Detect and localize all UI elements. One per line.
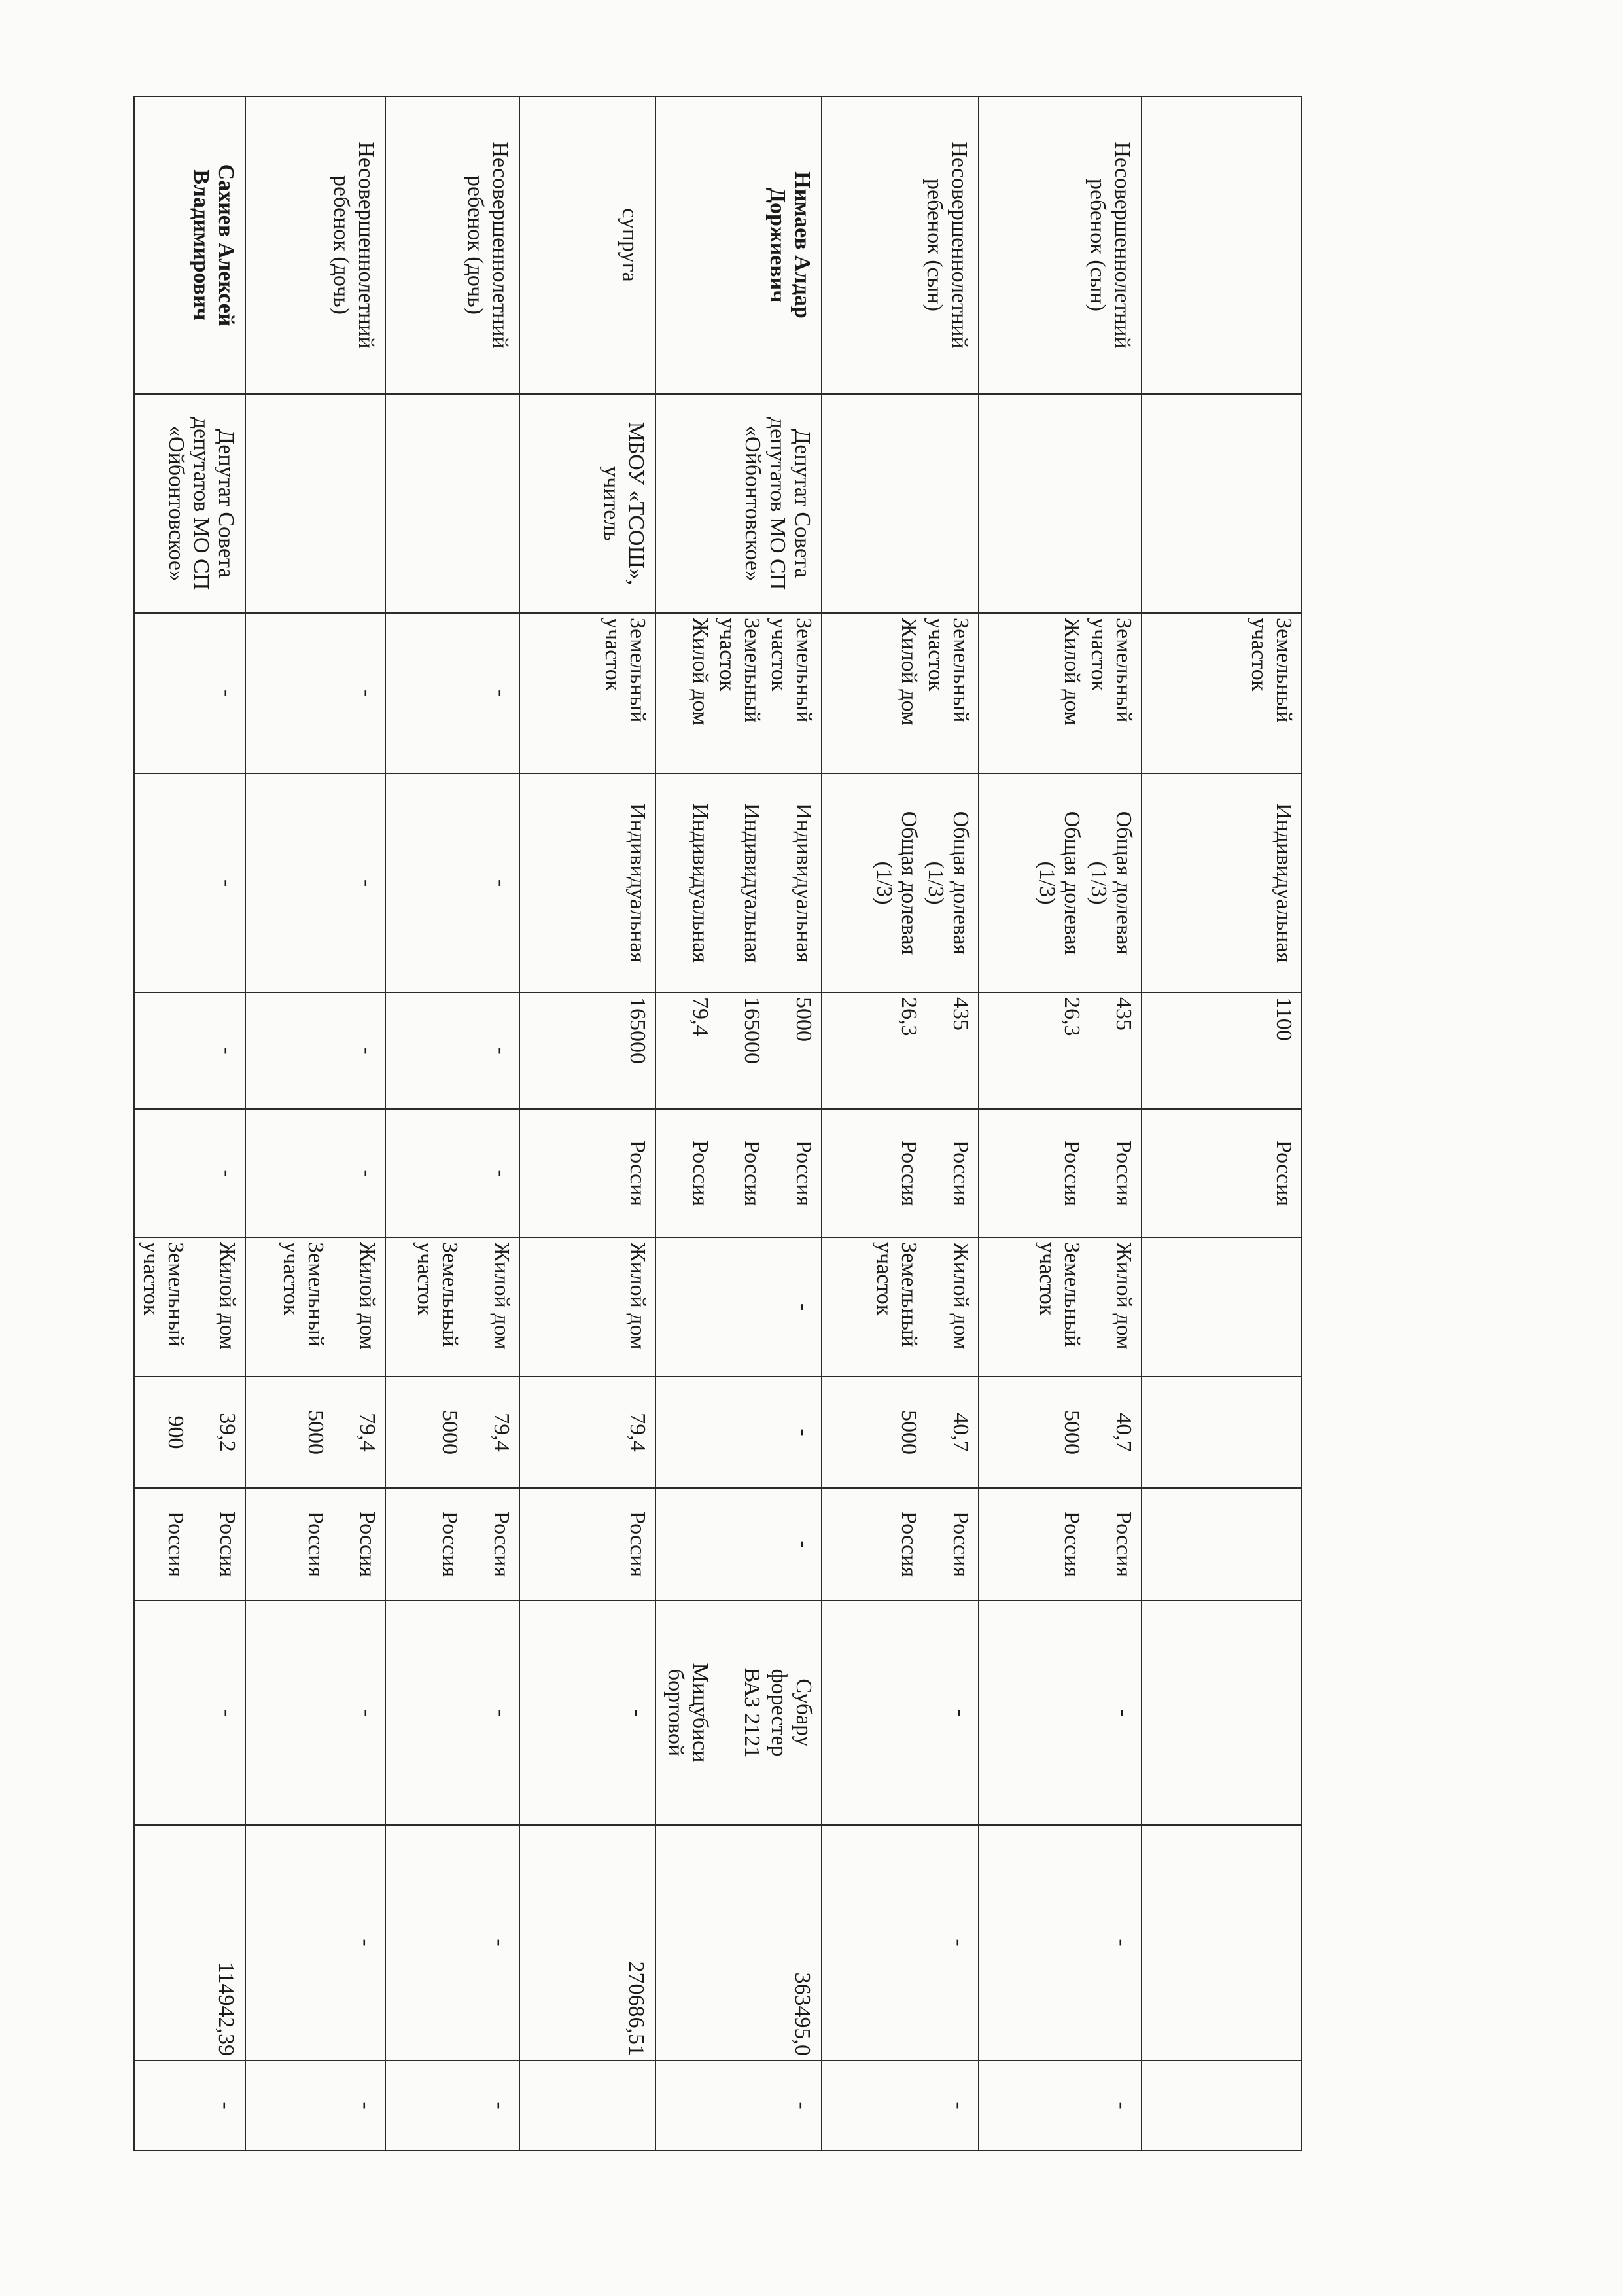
person-name: Нимаев Алдар Доржиевич xyxy=(765,171,814,319)
person-name: Несовершеннолетний ребенок (сын) xyxy=(922,141,971,349)
used-country: Россия xyxy=(625,1511,650,1577)
owned-country: - xyxy=(355,1169,379,1177)
person-name: Несовершеннолетний ребенок (дочь) xyxy=(462,141,512,349)
owned-area-cell xyxy=(822,993,979,1109)
used-country: Россия xyxy=(1060,1511,1084,1577)
income-cell xyxy=(519,1825,655,2060)
used-area-cell xyxy=(245,1377,385,1488)
position-text: Депутат Совета депутатов МО СП «Ойбонтовское» xyxy=(164,417,238,590)
used-object-type: Жилой дом xyxy=(949,1242,973,1350)
income-value: - xyxy=(1110,1939,1134,1947)
owned-country: Россия xyxy=(792,1140,816,1206)
table-row xyxy=(1142,96,1302,2151)
used-area: 40,7 xyxy=(949,1413,973,1452)
owned-ownership-kind-cell xyxy=(822,773,979,993)
used-area-cell xyxy=(822,1377,979,1488)
person-name: Сахиев Алексей Владимирович xyxy=(188,164,238,327)
owned-area: 26,3 xyxy=(1060,997,1084,1036)
owned-country: Россия xyxy=(1272,1140,1296,1206)
person-name-cell xyxy=(134,96,245,394)
owned-ownership-kind: Общая долевая (1/3) xyxy=(871,811,921,955)
person-name xyxy=(1288,97,1301,393)
owned-object-type: Земельный участок xyxy=(714,618,764,723)
table-row xyxy=(245,96,385,2151)
owned-country-cell xyxy=(245,1109,385,1237)
vehicle: Субару форестер xyxy=(766,1669,816,1757)
deals-value xyxy=(1288,2061,1301,2150)
owned-ownership-kind: Индивидуальная xyxy=(1272,803,1296,963)
person-name: супруга xyxy=(618,208,642,282)
owned-object-type-cell xyxy=(519,613,655,773)
used-area-cell xyxy=(655,1377,822,1488)
owned-object-type-cell xyxy=(385,613,519,773)
owned-country: Россия xyxy=(949,1140,973,1206)
owned-object-type: Земельный участок xyxy=(1246,618,1296,723)
owned-area-cell xyxy=(1142,993,1302,1109)
used-country: Россия xyxy=(1111,1511,1136,1577)
owned-object-type-cell xyxy=(822,613,979,773)
income-value: - xyxy=(488,1939,512,1947)
deals-cell xyxy=(519,2060,655,2151)
used-object-type: Земельный участок xyxy=(278,1242,328,1347)
owned-area-cell xyxy=(134,993,245,1109)
owned-ownership-kind-cell xyxy=(385,773,519,993)
position-text: МБОУ «ТСОШ», учитель xyxy=(599,421,648,586)
person-name-cell xyxy=(519,96,655,394)
deals-value: - xyxy=(790,2102,814,2110)
person-name-cell xyxy=(655,96,822,394)
owned-ownership-kind: Общая долевая (1/3) xyxy=(1034,811,1084,955)
income-value: - xyxy=(354,1939,378,1947)
owned-area: - xyxy=(355,1047,379,1055)
owned-area-cell xyxy=(245,993,385,1109)
used-object-type-cell xyxy=(134,1237,245,1377)
owned-ownership-kind-cell xyxy=(134,773,245,993)
owned-ownership-kind: Индивидуальная xyxy=(625,803,650,963)
used-country-cell xyxy=(134,1488,245,1600)
deals-value: - xyxy=(1110,2102,1134,2110)
owned-object-type: - xyxy=(489,689,514,698)
used-object-type: Земельный участок xyxy=(412,1242,462,1347)
income-value: - xyxy=(947,1939,971,1947)
income-value: 114942,39 xyxy=(214,1962,238,2056)
used-area: 40,7 xyxy=(1111,1413,1136,1452)
income-cell xyxy=(1142,1825,1302,2060)
used-object-type-cell xyxy=(979,1237,1142,1377)
used-country: Россия xyxy=(215,1511,239,1577)
owned-object-type: Земельный участок xyxy=(923,618,973,723)
owned-area: 26,3 xyxy=(897,997,921,1036)
person-name-cell xyxy=(822,96,979,394)
owned-country-cell xyxy=(822,1109,979,1237)
position-cell xyxy=(245,394,385,613)
used-area: - xyxy=(792,1428,816,1436)
used-object-type: Жилой дом xyxy=(215,1242,239,1350)
owned-object-type-cell xyxy=(1142,613,1302,773)
owned-area-cell xyxy=(519,993,655,1109)
used-area-cell xyxy=(519,1377,655,1488)
income-cell xyxy=(385,1825,519,2060)
used-object-type: Жилой дом xyxy=(625,1242,650,1350)
vehicle: - xyxy=(489,1708,514,1717)
owned-object-type: Земельный участок xyxy=(600,618,650,723)
deals-cell xyxy=(245,2060,385,2151)
person-name-cell xyxy=(979,96,1142,394)
vehicles-cell xyxy=(979,1600,1142,1825)
income-cell xyxy=(134,1825,245,2060)
deals-value: - xyxy=(947,2102,971,2110)
owned-ownership-kind-cell xyxy=(979,773,1142,993)
owned-ownership-kind: Общая долевая (1/3) xyxy=(923,811,973,955)
owned-ownership-kind-cell xyxy=(245,773,385,993)
used-object-type-cell xyxy=(822,1237,979,1377)
vehicles-cell xyxy=(655,1600,822,1825)
used-country: Россия xyxy=(304,1511,328,1577)
deals-cell xyxy=(979,2060,1142,2151)
owned-ownership-kind: Общая долевая (1/3) xyxy=(1086,811,1136,955)
used-country: Россия xyxy=(489,1511,514,1577)
owned-object-type: Жилой дом xyxy=(897,618,921,726)
person-name-cell xyxy=(385,96,519,394)
position-text xyxy=(1288,395,1301,612)
table-row xyxy=(134,96,245,2151)
used-country: Россия xyxy=(897,1511,921,1577)
deals-cell xyxy=(655,2060,822,2151)
used-country: Россия xyxy=(949,1511,973,1577)
deals-cell xyxy=(1142,2060,1302,2151)
owned-object-type: Жилой дом xyxy=(688,618,712,726)
owned-country-cell xyxy=(655,1109,822,1237)
declaration-table xyxy=(133,96,1302,2151)
owned-country-cell xyxy=(979,1109,1142,1237)
owned-ownership-kind: - xyxy=(489,879,514,887)
used-country-cell xyxy=(519,1488,655,1600)
used-country: - xyxy=(792,1540,816,1548)
used-area-cell xyxy=(979,1377,1142,1488)
income-cell xyxy=(979,1825,1142,2060)
used-object-type: Жилой дом xyxy=(489,1242,514,1350)
owned-area: 435 xyxy=(949,997,973,1031)
owned-object-type: - xyxy=(215,689,239,698)
owned-country: Россия xyxy=(740,1140,764,1206)
used-object-type: Жилой дом xyxy=(1111,1242,1136,1350)
position-cell xyxy=(1142,394,1302,613)
owned-object-type: Жилой дом xyxy=(1060,618,1084,726)
owned-country-cell xyxy=(519,1109,655,1237)
used-object-type: Жилой дом xyxy=(355,1242,379,1350)
used-area-cell xyxy=(1142,1377,1302,1488)
income-value xyxy=(1288,1826,1301,2060)
vehicles-cell xyxy=(519,1600,655,1825)
person-name-cell xyxy=(1142,96,1302,394)
position-cell xyxy=(979,394,1142,613)
owned-area-cell xyxy=(385,993,519,1109)
vehicles-cell xyxy=(822,1600,979,1825)
used-object-type-cell xyxy=(1142,1237,1302,1377)
owned-country-cell xyxy=(385,1109,519,1237)
vehicles-cell xyxy=(385,1600,519,1825)
used-country-cell xyxy=(245,1488,385,1600)
deals-value: - xyxy=(214,2102,238,2110)
used-area: 900 xyxy=(164,1415,188,1449)
used-country: Россия xyxy=(164,1511,188,1577)
owned-object-type: Земельный участок xyxy=(1086,618,1136,723)
used-area: 79,4 xyxy=(355,1413,379,1452)
used-country: Россия xyxy=(355,1511,379,1577)
used-area-cell xyxy=(385,1377,519,1488)
owned-ownership-kind: - xyxy=(215,879,239,887)
vehicle: - xyxy=(625,1708,650,1717)
owned-object-type-cell xyxy=(134,613,245,773)
income-cell xyxy=(655,1825,822,2060)
table-row xyxy=(385,96,519,2151)
owned-country: Россия xyxy=(1060,1140,1084,1206)
deals-value: - xyxy=(354,2102,378,2110)
owned-area: 165000 xyxy=(740,997,764,1064)
owned-object-type-cell xyxy=(245,613,385,773)
vehicles-cell xyxy=(245,1600,385,1825)
vehicle: - xyxy=(949,1708,973,1717)
used-object-type-cell xyxy=(245,1237,385,1377)
table-row xyxy=(655,96,822,2151)
position-cell xyxy=(385,394,519,613)
used-area: 79,4 xyxy=(625,1413,650,1452)
owned-area: - xyxy=(489,1047,514,1055)
owned-object-type-cell xyxy=(979,613,1142,773)
owned-object-type-cell xyxy=(655,613,822,773)
deals-cell xyxy=(385,2060,519,2151)
used-object-type-cell xyxy=(385,1237,519,1377)
used-object-type-cell xyxy=(519,1237,655,1377)
owned-area: - xyxy=(215,1047,239,1055)
owned-ownership-kind: - xyxy=(355,879,379,887)
person-name: Несовершеннолетний ребенок (дочь) xyxy=(328,141,378,349)
owned-object-type: Земельный участок xyxy=(766,618,816,723)
owned-area: 1100 xyxy=(1272,997,1296,1041)
owned-area-cell xyxy=(655,993,822,1109)
deals-cell xyxy=(822,2060,979,2151)
owned-area: 5000 xyxy=(792,997,816,1042)
owned-country: Россия xyxy=(1111,1140,1136,1206)
vehicle: Мицубиси бортовой xyxy=(663,1663,712,1763)
deals-value: - xyxy=(488,2102,512,2110)
vehicles-cell xyxy=(1142,1600,1302,1825)
position-cell xyxy=(134,394,245,613)
used-area: 39,2 xyxy=(215,1413,239,1452)
position-cell xyxy=(519,394,655,613)
person-name-cell xyxy=(245,96,385,394)
owned-country: Россия xyxy=(897,1140,921,1206)
income-value: 270686,51 xyxy=(624,1961,648,2056)
owned-country: - xyxy=(215,1169,239,1177)
used-country: Россия xyxy=(438,1511,462,1577)
used-object-type-cell xyxy=(655,1237,822,1377)
owned-country: Россия xyxy=(688,1140,712,1206)
owned-area: 435 xyxy=(1111,997,1136,1031)
used-area-cell xyxy=(134,1377,245,1488)
vehicles-cell xyxy=(134,1600,245,1825)
income-cell xyxy=(822,1825,979,2060)
owned-country-cell xyxy=(134,1109,245,1237)
owned-country: - xyxy=(489,1169,514,1177)
used-country-cell xyxy=(655,1488,822,1600)
used-object-type: Земельный участок xyxy=(138,1242,188,1347)
owned-ownership-kind: Индивидуальная xyxy=(740,803,764,963)
position-cell xyxy=(822,394,979,613)
owned-country: Россия xyxy=(625,1140,650,1206)
used-area: 5000 xyxy=(1060,1410,1084,1455)
used-area: 5000 xyxy=(897,1410,921,1455)
owned-ownership-kind-cell xyxy=(655,773,822,993)
position-text: Депутат Совета депутатов МО СП «Ойбонтовское» xyxy=(740,417,814,590)
income-cell xyxy=(245,1825,385,2060)
used-area: 5000 xyxy=(304,1410,328,1455)
used-area: 5000 xyxy=(438,1410,462,1455)
table-row xyxy=(822,96,979,2151)
used-country-cell xyxy=(822,1488,979,1600)
income-value: 363495,0 xyxy=(790,1972,814,2056)
used-country-cell xyxy=(385,1488,519,1600)
position-text xyxy=(1128,395,1141,612)
owned-area: 79,4 xyxy=(688,997,712,1036)
position-text xyxy=(506,395,519,612)
owned-area: 165000 xyxy=(625,997,650,1064)
vehicle: - xyxy=(215,1708,239,1717)
owned-area-cell xyxy=(979,993,1142,1109)
position-cell xyxy=(655,394,822,613)
owned-ownership-kind: Индивидуальная xyxy=(792,803,816,963)
table-row xyxy=(979,96,1142,2151)
person-name: Несовершеннолетний ребенок (сын) xyxy=(1085,141,1134,349)
owned-ownership-kind: Индивидуальная xyxy=(688,803,712,963)
owned-object-type: - xyxy=(355,689,379,698)
vehicle: ВАЗ 2121 xyxy=(740,1667,764,1758)
deals-cell xyxy=(134,2060,245,2151)
vehicle: - xyxy=(355,1708,379,1717)
used-object-type: Земельный участок xyxy=(1034,1242,1084,1347)
used-country-cell xyxy=(1142,1488,1302,1600)
used-country-cell xyxy=(979,1488,1142,1600)
position-text xyxy=(965,395,978,612)
owned-ownership-kind-cell xyxy=(519,773,655,993)
used-object-type: Земельный участок xyxy=(871,1242,921,1347)
table-row xyxy=(519,96,655,2151)
vehicle: - xyxy=(1111,1708,1136,1717)
position-text xyxy=(372,395,385,612)
deals-value xyxy=(642,2061,655,2150)
used-object-type: - xyxy=(792,1303,816,1311)
used-area: 79,4 xyxy=(489,1413,514,1452)
owned-ownership-kind-cell xyxy=(1142,773,1302,993)
owned-country-cell xyxy=(1142,1109,1302,1237)
